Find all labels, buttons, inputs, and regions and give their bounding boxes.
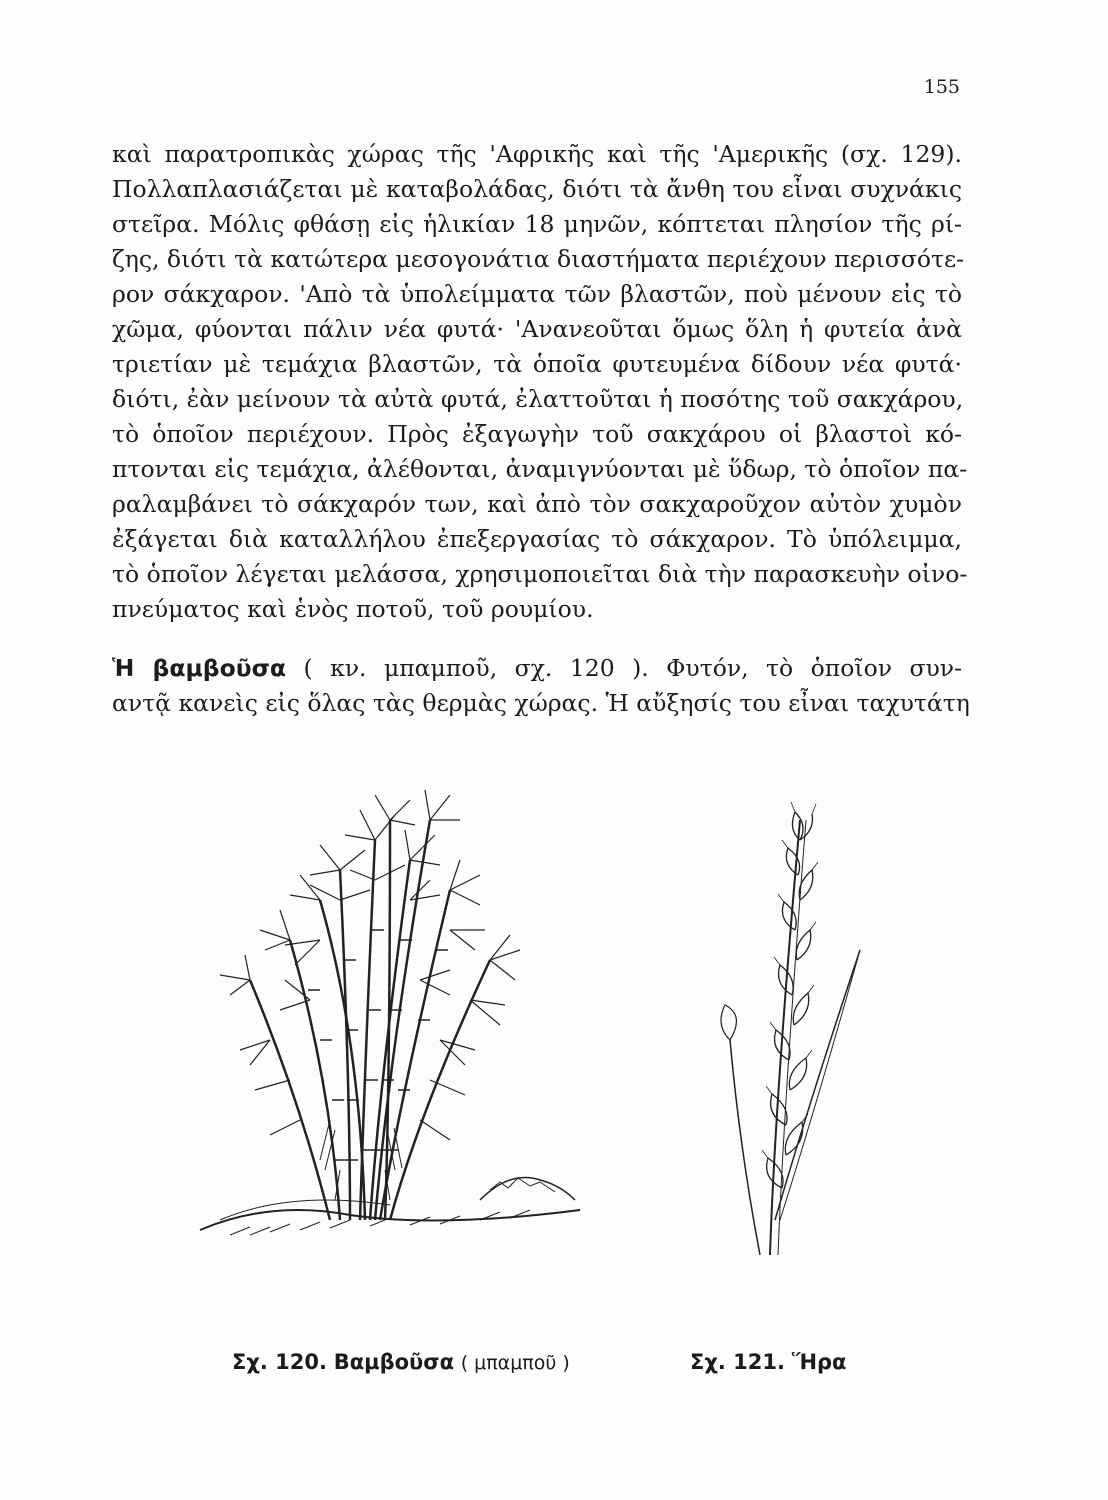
text-line: Πολλαπλασιάζεται μὲ καταβολάδας, διότι τὰ ἄνθη του εἶναι συχνάκις — [112, 175, 962, 203]
text-line: ραλαμβάνει τὸ σάκχαρόν των, καὶ ἀπὸ τὸν σακχαροῦχον αὐτὸν χυμὸν — [112, 490, 962, 518]
text-line: διότι, ἐὰν μείνουν τὰ αὐτὰ φυτά, ἐλαττοῦται ἡ ποσότης τοῦ σακχάρου, — [112, 385, 964, 413]
figure-alt-name: ( μπαμποῦ ) — [460, 1352, 570, 1374]
figure-name: Ἥρα — [791, 1350, 847, 1374]
paragraph-bamboo — [112, 651, 970, 721]
figure-120-caption — [232, 1350, 570, 1374]
text-line: τὸ ὁποῖον περιέχουν. Πρὸς ἐξαγωγὴν τοῦ σακχάρου οἱ βλαστοὶ κό- — [112, 420, 962, 448]
text-line — [112, 651, 962, 686]
text-line: καὶ παρατροπικὰς χώρας τῆς 'Αφρικῆς καὶ τῆς 'Αμερικῆς (σχ. 129). — [112, 140, 962, 168]
text-line: τριετίαν μὲ τεμάχια βλαστῶν, τὰ ὁποῖα φυτευμένα δίδουν νέα φυτά· — [112, 350, 962, 378]
darnel-grass-illustration — [700, 800, 880, 1260]
text-line: ἐξάγεται διὰ καταλλήλου ἐπεξεργασίας τὸ σάκχαρον. Τὸ ὑπόλειμμα, — [112, 525, 962, 553]
text-line: ρον σάκχαρον. 'Απὸ τὰ ὑπολείμματα τῶν βλαστῶν, ποὺ μένουν εἰς τὸ — [112, 280, 962, 308]
figure-name: Βαμβοῦσα — [333, 1350, 454, 1374]
text-line: αντᾷ κανεὶς εἰς ὅλας τὰς θερμὰς χώρας. Ἡ αὔξησίς του εἶναι ταχυτάτη — [112, 689, 970, 717]
text-line: τὸ ὁποῖον λέγεται μελάσσα, χρησιμοποιεῖται διὰ τὴν παρασκευὴν οἰνο- — [112, 560, 968, 588]
figure-number: Σχ. 121. — [690, 1350, 785, 1374]
text-line: πνεύματος καὶ ἑνὸς ποτοῦ, τοῦ ρουμίου. — [112, 595, 594, 623]
section-line-rest: ( κν. μπαμποῦ, σχ. 120 ). Φυτόν, τὸ ὁποῖον συν- — [286, 654, 963, 682]
paragraph-sugarcane — [112, 137, 968, 627]
figure-number: Σχ. 120. — [232, 1350, 327, 1374]
text-line: χῶμα, φύονται πάλιν νέα φυτά· 'Ανανεοῦται ὅμως ὅλη ἡ φυτεία ἀνὰ — [112, 315, 962, 343]
text-line: ζης, διότι τὰ κατώτερα μεσογονάτια διαστήματα περιέχουν περισσότε- — [112, 245, 965, 273]
figure-121-caption — [690, 1350, 846, 1374]
bamboo-illustration — [190, 780, 590, 1250]
text-line: πτονται εἰς τεμάχια, ἀλέθονται, ἀναμιγνύονται μὲ ὕδωρ, τὸ ὁποῖον πα- — [112, 455, 968, 483]
page-number: 155 — [923, 76, 960, 98]
section-term: Ἡ βαμβοῦσα — [112, 654, 287, 682]
text-line: στεῖρα. Μόλις φθάσῃ εἰς ἡλικίαν 18 μηνῶν, κόπτεται πλησίον τῆς ρί- — [112, 210, 962, 238]
